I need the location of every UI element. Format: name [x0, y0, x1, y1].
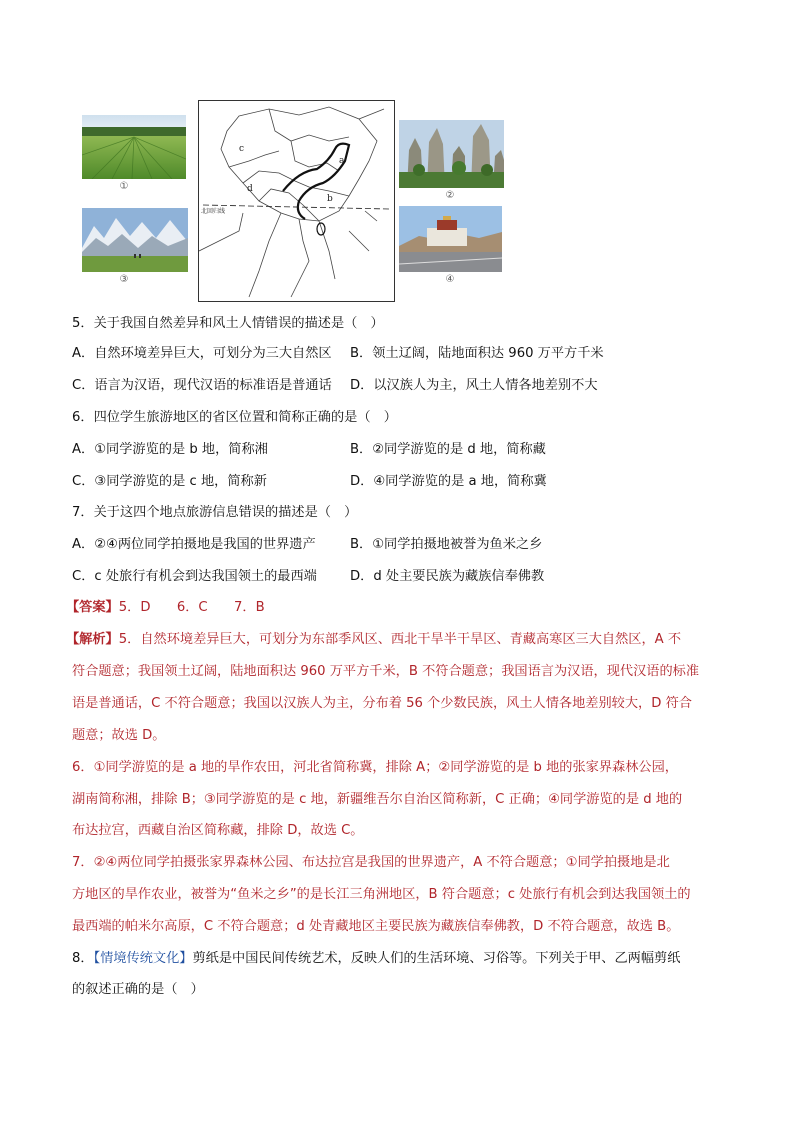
karst-mountain-photo	[399, 120, 504, 188]
analysis-5-line3: 语是普通话，C 不符合题意；我国以汉族人为主，分布着 56 个少数民族，风土人情各地差别较大，D 符合	[72, 696, 692, 711]
q5-stem: 5．关于我国自然差异和风土人情错误的描述是（ ）	[72, 316, 384, 331]
answer-label: 【答案】	[66, 600, 119, 615]
q7-option-b: B．①同学拍摄地被誉为鱼米之乡	[350, 537, 543, 552]
analysis-5-text1: 5．自然环境差异巨大，可划分为东部季风区、西北干旱半干旱区、青藏高寒区三大自然区，A 不	[118, 632, 682, 647]
photo-caption-2: ②	[445, 190, 455, 201]
analysis-5-line4: 题意；故选 D。	[72, 728, 166, 743]
q5-option-d: D．以汉族人为主，风土人情各地差别不大	[350, 378, 598, 393]
q7-option-a: A．②④两位同学拍摄地是我国的世界遗产	[72, 537, 316, 552]
analysis-label: 【解析】	[66, 632, 119, 647]
q6-option-b: B．②同学游览的是 d 地，简称藏	[350, 442, 546, 457]
q6-option-c: C．③同学游览的是 c 地，简称新	[72, 474, 267, 489]
map-label-tropic: 北回归线	[201, 208, 226, 215]
map-label-b: b	[327, 194, 333, 204]
q8-line2: 的叙述正确的是（ ）	[72, 982, 204, 997]
map-label-a: a	[339, 156, 345, 166]
q7-option-c: C．c 处旅行有机会到达我国领土的最西端	[72, 569, 317, 584]
q6-option-d: D．④同学游览的是 a 地，简称冀	[350, 474, 547, 489]
analysis-7-line3: 最西端的帕米尔高原，C 不符合题意；d 处青藏地区主要民族为藏族信奉佛教，D 不符合题意，故选 B。	[72, 919, 680, 934]
q7-stem: 7．关于这四个地点旅游信息错误的描述是（ ）	[72, 505, 358, 520]
answer-text: 5．D 6．C 7．B	[118, 600, 265, 615]
analysis-5-line2: 符合题意；我国领土辽阔，陆地面积达 960 万平方千米，B 不符合题意；我国语言为汉语，现代汉语的标准	[72, 664, 700, 679]
q5-option-c: C．语言为汉语，现代汉语的标准语是普通话	[72, 378, 332, 393]
photo-caption-1: ①	[119, 181, 129, 192]
china-map	[198, 100, 395, 302]
answer-line	[66, 600, 716, 616]
q7-option-d: D．d 处主要民族为藏族信奉佛教	[350, 569, 545, 584]
photo-caption-3: ③	[119, 274, 129, 285]
q8-number: 8．	[72, 951, 94, 966]
analysis-6-line1: 6．①同学游览的是 a 地的旱作农田，河北省简称冀，排除 A；②同学游览的是 b 地的张家界森林公园，	[72, 760, 678, 775]
q6-option-a: A．①同学游览的是 b 地，简称湘	[72, 442, 268, 457]
q8-line1	[72, 951, 722, 967]
q6-stem: 6．四位学生旅游地区的省区位置和简称正确的是（ ）	[72, 410, 397, 425]
q5-option-b: B．领土辽阔，陆地面积达 960 万平方千米	[350, 346, 604, 361]
analysis-7-line1: 7．②④两位同学拍摄张家界森林公园、布达拉宫是我国的世界遗产，A 不符合题意；①同学拍摄地是北	[72, 855, 670, 870]
q8-text1: 剪纸是中国民间传统艺术，反映人们的生活环境、习俗等。下列关于甲、乙两幅剪纸	[192, 951, 681, 966]
analysis-7-line2: 方地区的旱作农业，被誉为“鱼米之乡”的是长江三角洲地区，B 符合题意；c 处旅行有机会到达我国领土的	[72, 887, 691, 902]
potala-palace-photo	[399, 206, 502, 272]
snow-mountain-photo	[82, 208, 188, 272]
q8-context-tag: 【情境传统文化】	[93, 951, 193, 966]
farmland-photo	[82, 115, 186, 179]
map-label-c: c	[239, 144, 245, 154]
map-label-d: d	[247, 184, 253, 194]
analysis-5-line1	[66, 632, 716, 648]
q5-option-a: A．自然环境差异巨大，可划分为三大自然区	[72, 346, 332, 361]
photo-caption-4: ④	[445, 274, 455, 285]
analysis-6-line3: 布达拉宫，西藏自治区简称藏，排除 D，故选 C。	[72, 823, 364, 838]
analysis-6-line2: 湖南简称湘，排除 B；③同学游览的是 c 地，新疆维吾尔自治区简称新，C 正确；④同学游览的是 d 地的	[72, 792, 683, 807]
